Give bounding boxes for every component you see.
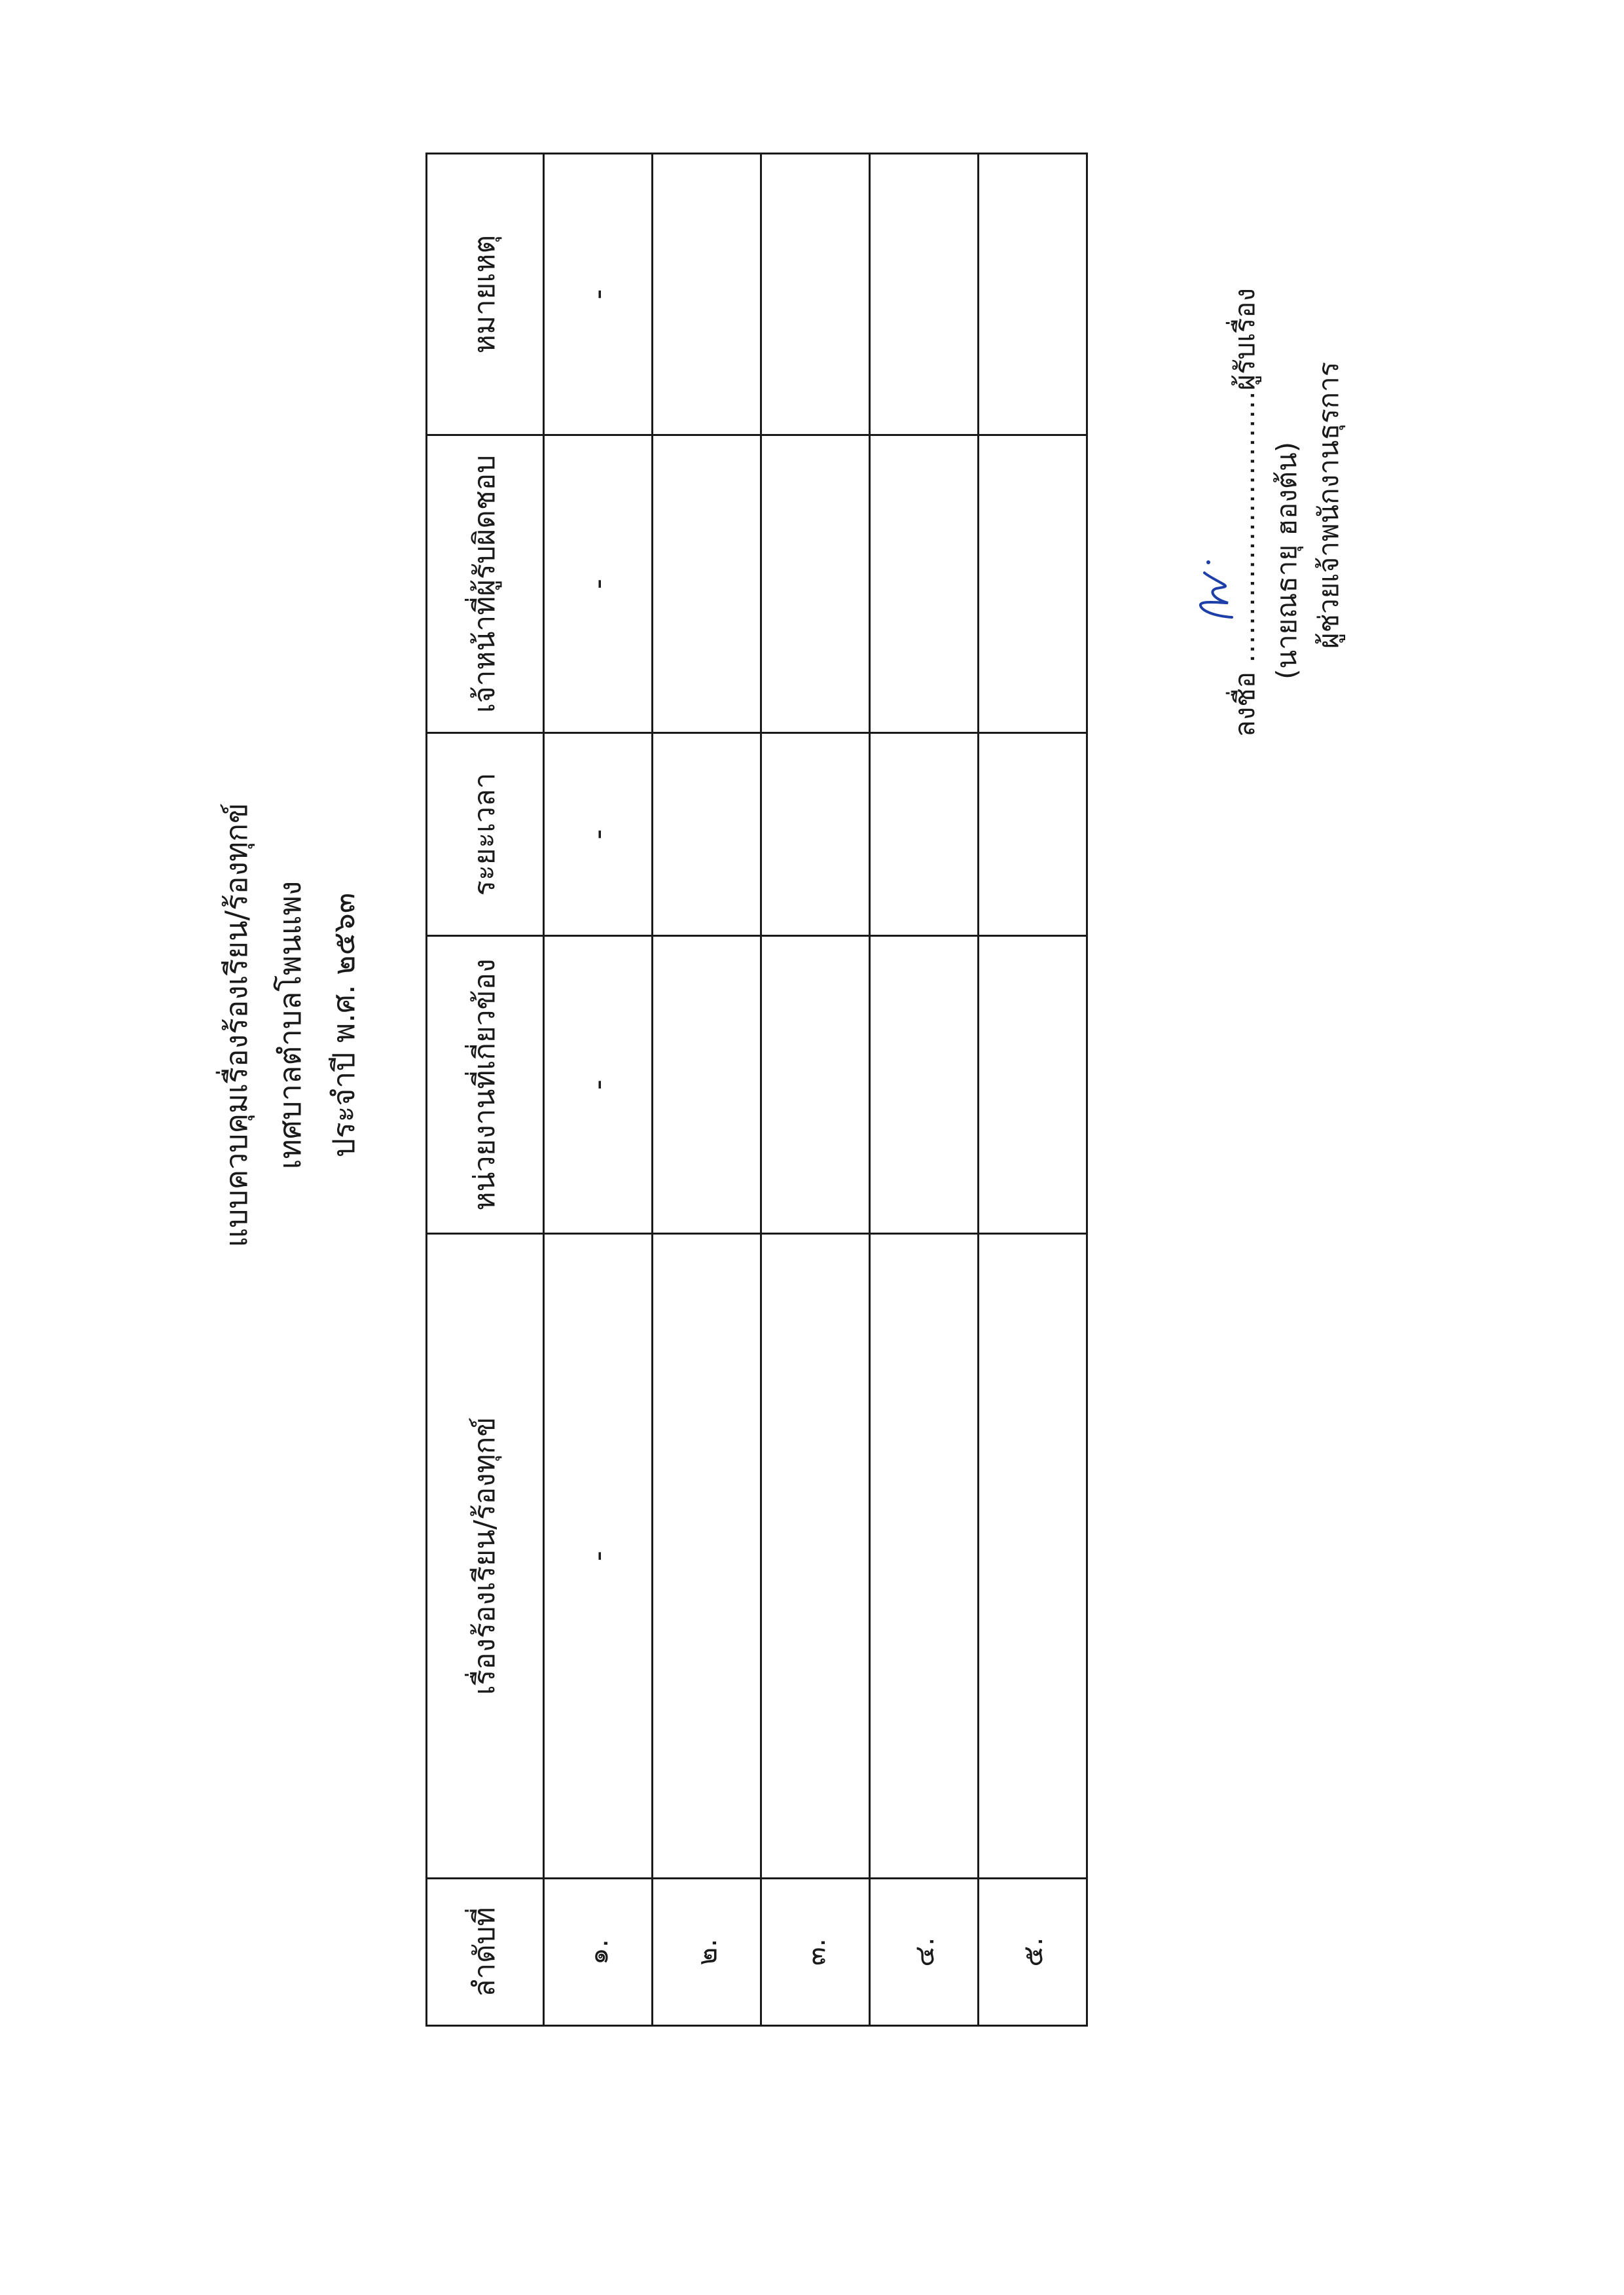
organization-name: เทศบาลตำบลโพนแพง: [272, 880, 308, 1170]
col-header-officer: เจ้าหน้าที่ผู้รับผิดชอบ: [427, 435, 544, 733]
col-header-remark: หมายเหตุ: [427, 154, 544, 435]
cell-agency: [870, 936, 979, 1234]
cell-duration: -: [544, 733, 653, 936]
signer-name: (นายณธายุ ฮองต้น): [1271, 441, 1303, 679]
cell-subject: [870, 1234, 979, 1879]
signature-block: [1224, 82, 1350, 737]
signature-dots: .............................: [1229, 390, 1261, 663]
cell-subject: [979, 1234, 1087, 1879]
cell-no: ๓.: [761, 1879, 870, 2026]
complaint-table: [425, 153, 1088, 2027]
cell-subject: [761, 1234, 870, 1879]
signature-line: [1224, 82, 1266, 737]
form-title: แบบควบคุมเรื่องร้องเรียน/ร้องทุกข์: [219, 803, 254, 1248]
cell-no: ๒.: [653, 1879, 761, 2026]
cell-remark: [870, 154, 979, 435]
col-header-agency: หน่วยงานที่เกี่ยวข้อง: [427, 936, 544, 1234]
cell-duration: [653, 733, 761, 936]
signer-position: ผู้ช่วยเจ้าพนักงานธุรการ: [1312, 361, 1344, 649]
cell-officer: [870, 435, 979, 733]
cell-remark: [979, 154, 1087, 435]
cell-officer: [761, 435, 870, 733]
col-header-subject: เรื่องร้องเรียน/ร้องทุกข์: [427, 1234, 544, 1879]
cell-agency: [761, 936, 870, 1234]
handwritten-signature: [1194, 537, 1240, 623]
cell-duration: [870, 733, 979, 936]
cell-no: ๔.: [870, 1879, 979, 2026]
cell-officer: -: [544, 435, 653, 733]
cell-no: ๕.: [979, 1879, 1087, 2026]
table-row: [870, 154, 979, 2026]
table-row: [653, 154, 761, 2026]
cell-remark: [761, 154, 870, 435]
cell-officer: [653, 435, 761, 733]
sign-label: ลงชื่อ: [1229, 672, 1261, 737]
col-header-no: ลำดับที่: [427, 1879, 544, 2026]
cell-remark: [653, 154, 761, 435]
fiscal-year: ประจำปี พ.ศ. ๒๕๖๓: [326, 892, 361, 1158]
table-row: [979, 154, 1087, 2026]
col-header-duration: ระยะเวลา: [427, 733, 544, 936]
document-header: [209, 639, 370, 1411]
table-header-row: [427, 154, 544, 2026]
cell-officer: [979, 435, 1087, 733]
cell-subject: -: [544, 1234, 653, 1879]
cell-agency: [653, 936, 761, 1234]
receiver-role: ผู้รับเรื่อง: [1229, 288, 1261, 391]
cell-subject: [653, 1234, 761, 1879]
cell-no: ๑.: [544, 1879, 653, 2026]
cell-agency: [979, 936, 1087, 1234]
cell-agency: -: [544, 936, 653, 1234]
cell-duration: [761, 733, 870, 936]
table-row: [544, 154, 653, 2026]
table-row: [761, 154, 870, 2026]
cell-duration: [979, 733, 1087, 936]
cell-remark: -: [544, 154, 653, 435]
